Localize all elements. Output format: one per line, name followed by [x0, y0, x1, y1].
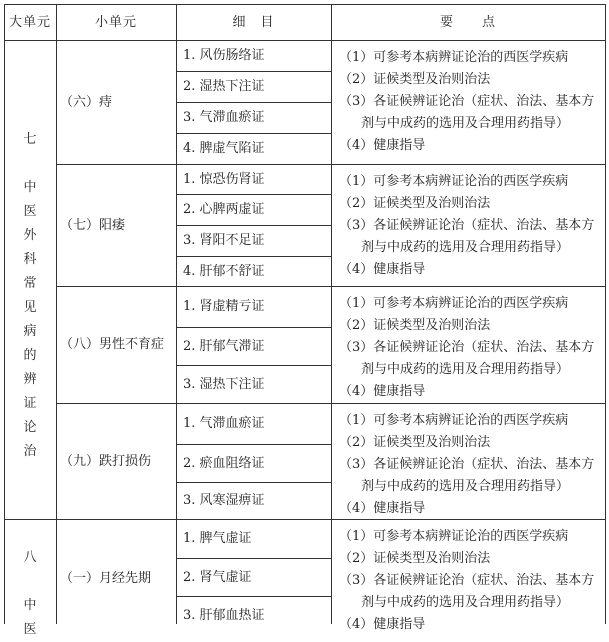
- detail-item: 2. 心脾两虚证: [183, 202, 265, 217]
- header-points: 要 点: [439, 14, 496, 30]
- small-unit-6: （六）痔: [60, 94, 113, 110]
- table-border: [176, 194, 331, 195]
- table-border: [176, 558, 331, 559]
- points-block: （1）可参考本病辨证论治的西医学疾病 （2）证候类型及治则治法 （3）各证候辨证论治（症状、治法、基本方 剂与中成药的选用及合理用药指导） （4）健康指导: [339, 174, 595, 277]
- table-border: [176, 327, 331, 328]
- detail-item: 2. 瘀血阻络证: [183, 455, 265, 471]
- table-border: [56, 4, 57, 624]
- points-block: （1）可参考本病辨证论治的西医学疾病 （2）证候类型及治则治法 （3）各证候辨证论治（症状、治法、基本方 剂与中成药的选用及合理用药指导） （4）健康指导: [339, 413, 595, 516]
- header-detail: 细 目: [232, 14, 275, 30]
- small-unit-1: （一）月经先期: [60, 570, 152, 586]
- small-unit-9: （九）跌打损伤: [60, 453, 152, 469]
- small-unit-8: （八）男性不育症: [60, 337, 165, 352]
- header-small-unit: 小单元: [94, 14, 137, 30]
- table-border: [4, 4, 5, 624]
- detail-item: 2. 肝郁气滞证: [183, 338, 265, 354]
- table-border: [4, 40, 606, 41]
- detail-item: 1. 肾虚精亏证: [183, 299, 265, 314]
- table-border: [176, 256, 331, 257]
- table-border: [176, 482, 331, 483]
- detail-item: 3. 肾阳不足证: [183, 233, 265, 248]
- table-border: [176, 4, 177, 624]
- points-block: （1）可参考本病辨证论治的西医学疾病 （2）证候类型及治则治法 （3）各证候辨证论治（症状、治法、基本方 剂与中成药的选用及合理用药指导） （4）健康指导: [339, 50, 595, 153]
- table-border: [4, 519, 606, 520]
- detail-item: 1. 风伤肠络证: [183, 48, 265, 63]
- detail-item: 3. 肝郁血热证: [183, 607, 265, 623]
- detail-item: 3. 气滞血瘀证: [183, 110, 265, 125]
- detail-item: 1. 脾气虚证: [183, 531, 252, 546]
- table-border: [176, 102, 331, 103]
- detail-item: 2. 肾气虚证: [183, 569, 252, 585]
- detail-item: 2. 湿热下注证: [183, 79, 265, 94]
- table-border: [176, 444, 331, 445]
- table-border: [176, 225, 331, 226]
- detail-item: 4. 脾虚气陷证: [183, 141, 265, 156]
- table-border: [176, 365, 331, 366]
- table-border: [176, 71, 331, 72]
- table-border: [56, 164, 606, 165]
- detail-item: 3. 湿热下注证: [183, 376, 265, 392]
- points-block: （1）可参考本病辨证论治的西医学疾病 （2）证候类型及治则治法 （3）各证候辨证论治（症状、治法、基本方 剂与中成药的选用及合理用药指导） （4）健康指导: [339, 296, 595, 399]
- small-unit-7: （七）阳痿: [60, 217, 126, 233]
- detail-item: 4. 肝郁不舒证: [183, 263, 265, 279]
- table-border: [56, 286, 606, 287]
- table-border: [56, 403, 606, 404]
- table-border: [4, 4, 606, 5]
- detail-item: 1. 惊恐伤肾证: [183, 171, 265, 187]
- table-border: [176, 596, 331, 597]
- detail-item: 1. 气滞血瘀证: [183, 416, 265, 431]
- table-border: [605, 4, 606, 624]
- table-border: [176, 133, 331, 134]
- detail-item: 3. 风寒湿痹证: [183, 493, 265, 508]
- table-border: [331, 4, 332, 624]
- header-big-unit: 大单元: [8, 14, 51, 30]
- points-block: （1）可参考本病辨证论治的西医学疾病 （2）证候类型及治则治法 （3）各证候辨证论治（症状、治法、基本方 剂与中成药的选用及合理用药指导） （4）健康指导: [339, 529, 595, 632]
- big-unit-8: 八 中 医: [23, 550, 37, 637]
- big-unit-7: 七 中 医 外 科 常 见 病 的 辨 证 论 治: [23, 132, 37, 459]
